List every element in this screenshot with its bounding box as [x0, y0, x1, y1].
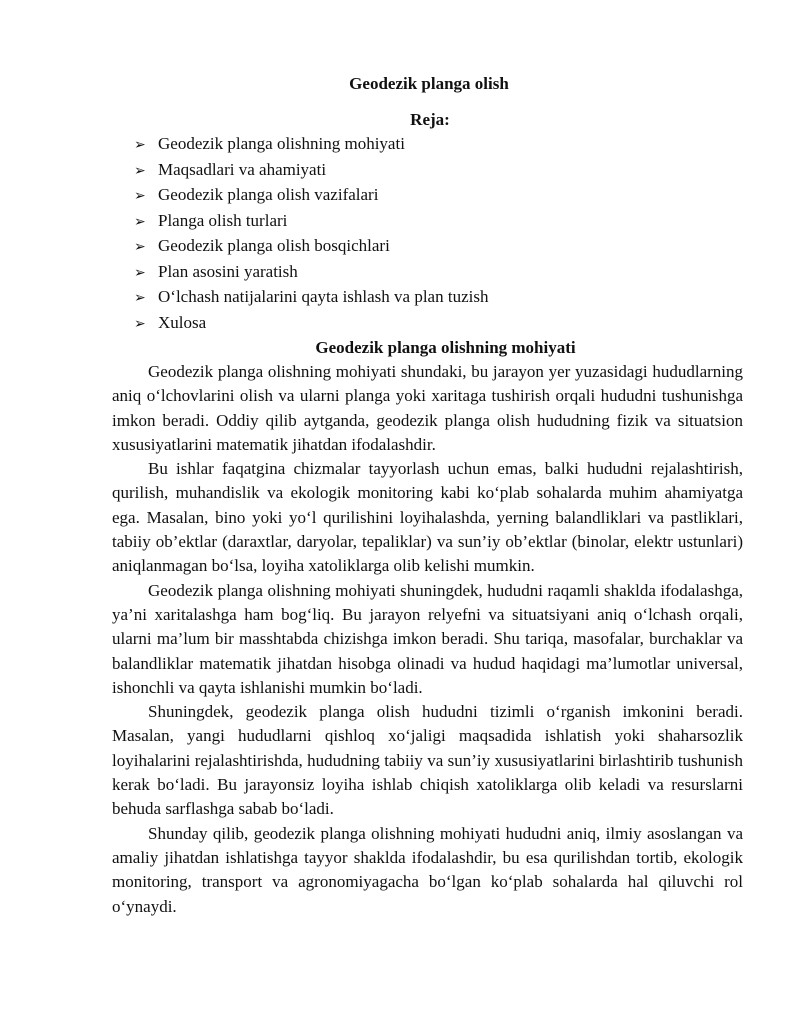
paragraph: Bu ishlar faqatgina chizmalar tayyorlash uchun emas, balki hududni rejalashtirish, qurilish, muhandislik va ekologik monitoring kabi ko‘plab sohalarda muhim ahamiyatga ega. Masalan, bino yoki yo‘l qurilishini loyihalashda, yerning balandliklari va pastliklari, tabiiy ob’ektlar (daraxtlar, daryolar, tepaliklar) va sun’iy ob’ektlar (binolar, elektr ustunlari) aniqlanmagan bo‘lsa, loyiha xatoliklarga olib kelishi mumkin. [112, 459, 743, 576]
list-item [134, 285, 743, 311]
arrow-bullet-icon: ➢ [134, 239, 146, 255]
plan-heading: Reja: [410, 110, 450, 129]
plan-item-text: Geodezik planga olish vazifalari [158, 185, 379, 204]
document-page [112, 72, 743, 919]
arrow-bullet-icon: ➢ [134, 137, 146, 153]
section-title: Geodezik planga olishning mohiyati [315, 338, 576, 357]
plan-item-text: Geodezik planga olish bosqichlari [158, 236, 390, 255]
arrow-bullet-icon: ➢ [134, 213, 146, 230]
plan-item-text: O‘lchash natijalarini qayta ishlash va plan tuzish [158, 287, 489, 306]
list-item [134, 234, 743, 260]
plan-item-text: Geodezik planga olishning mohiyati [158, 134, 405, 153]
paragraph: Shunday qilib, geodezik planga olishning mohiyati hududni aniq, ilmiy asoslangan va amaliy jihatdan ishlatishga tayyor shaklda ifodalashdir, bu esa qurilishdan tortib, ekologik monitoring, transport va agronomiyagacha bo‘lgan ko‘plab sohalarda hal qiluvchi rol o‘ynaydi. [112, 823, 743, 916]
paragraph: Geodezik planga olishning mohiyati shuningdek, hududni raqamli shaklda ifodalashga, ya’ni xaritalashga ham bog‘liq. Bu jarayon relyefni va situatsiyani aniq o‘lchash orqali, ularni ma’lum bir masshtabda chizishga imkon beradi. Shu tariqa, masofalar, burchaklar va balandliklar matematik jihatdan hisobga olinadi va hudud haqidagi ma’lumotlar universal, ishonchli va qayta ishlanishi mumkin bo‘ladi. [112, 580, 743, 697]
arrow-bullet-icon: ➢ [134, 162, 146, 179]
arrow-bullet-icon: ➢ [134, 290, 146, 306]
list-item [134, 209, 743, 235]
document-title: Geodezik planga olish [349, 74, 509, 93]
plan-item-text: Xulosa [158, 312, 207, 332]
arrow-bullet-icon: ➢ [134, 315, 146, 332]
list-item [134, 158, 743, 184]
plan-item-text: Plan asosini yaratish [158, 261, 298, 281]
plan-item-text: Maqsadlari va ahamiyati [158, 159, 327, 179]
list-item [134, 260, 743, 286]
list-item [134, 311, 743, 337]
paragraph: Geodezik planga olishning mohiyati shundaki, bu jarayon yer yuzasidagi hududlarning aniq o‘lchovlarini olish va ularni planga yoki xaritaga tushirish orqali hududni tushunishga imkon beradi. Oddiy qilib aytganda, geodezik planga olish hududning fizik va situatsion xususiyatlarini matematik jihatdan ifodalashdir. [112, 362, 743, 454]
plan-item-text: Planga olish turlari [158, 210, 288, 230]
arrow-bullet-icon: ➢ [134, 264, 146, 281]
plan-list [112, 132, 743, 336]
list-item [134, 183, 743, 209]
paragraph: Shuningdek, geodezik planga olish hududni tizimli o‘rganish imkonini beradi. Masalan, yangi hududlarni qishloq xo‘jaligi maqsadida ishlatish yoki shaharsozlik loyihalarini rejalashtirishda, hududning tabiiy va sun’iy xususiyatlarini birlashtirib tushunish kerak bo‘ladi. Bu jarayonsiz loyiha ishlab chiqish xatoliklarga olib keladi va resurslarni behuda sarflashga sabab bo‘ladi. [112, 702, 743, 819]
arrow-bullet-icon: ➢ [134, 188, 146, 204]
list-item [134, 132, 743, 158]
